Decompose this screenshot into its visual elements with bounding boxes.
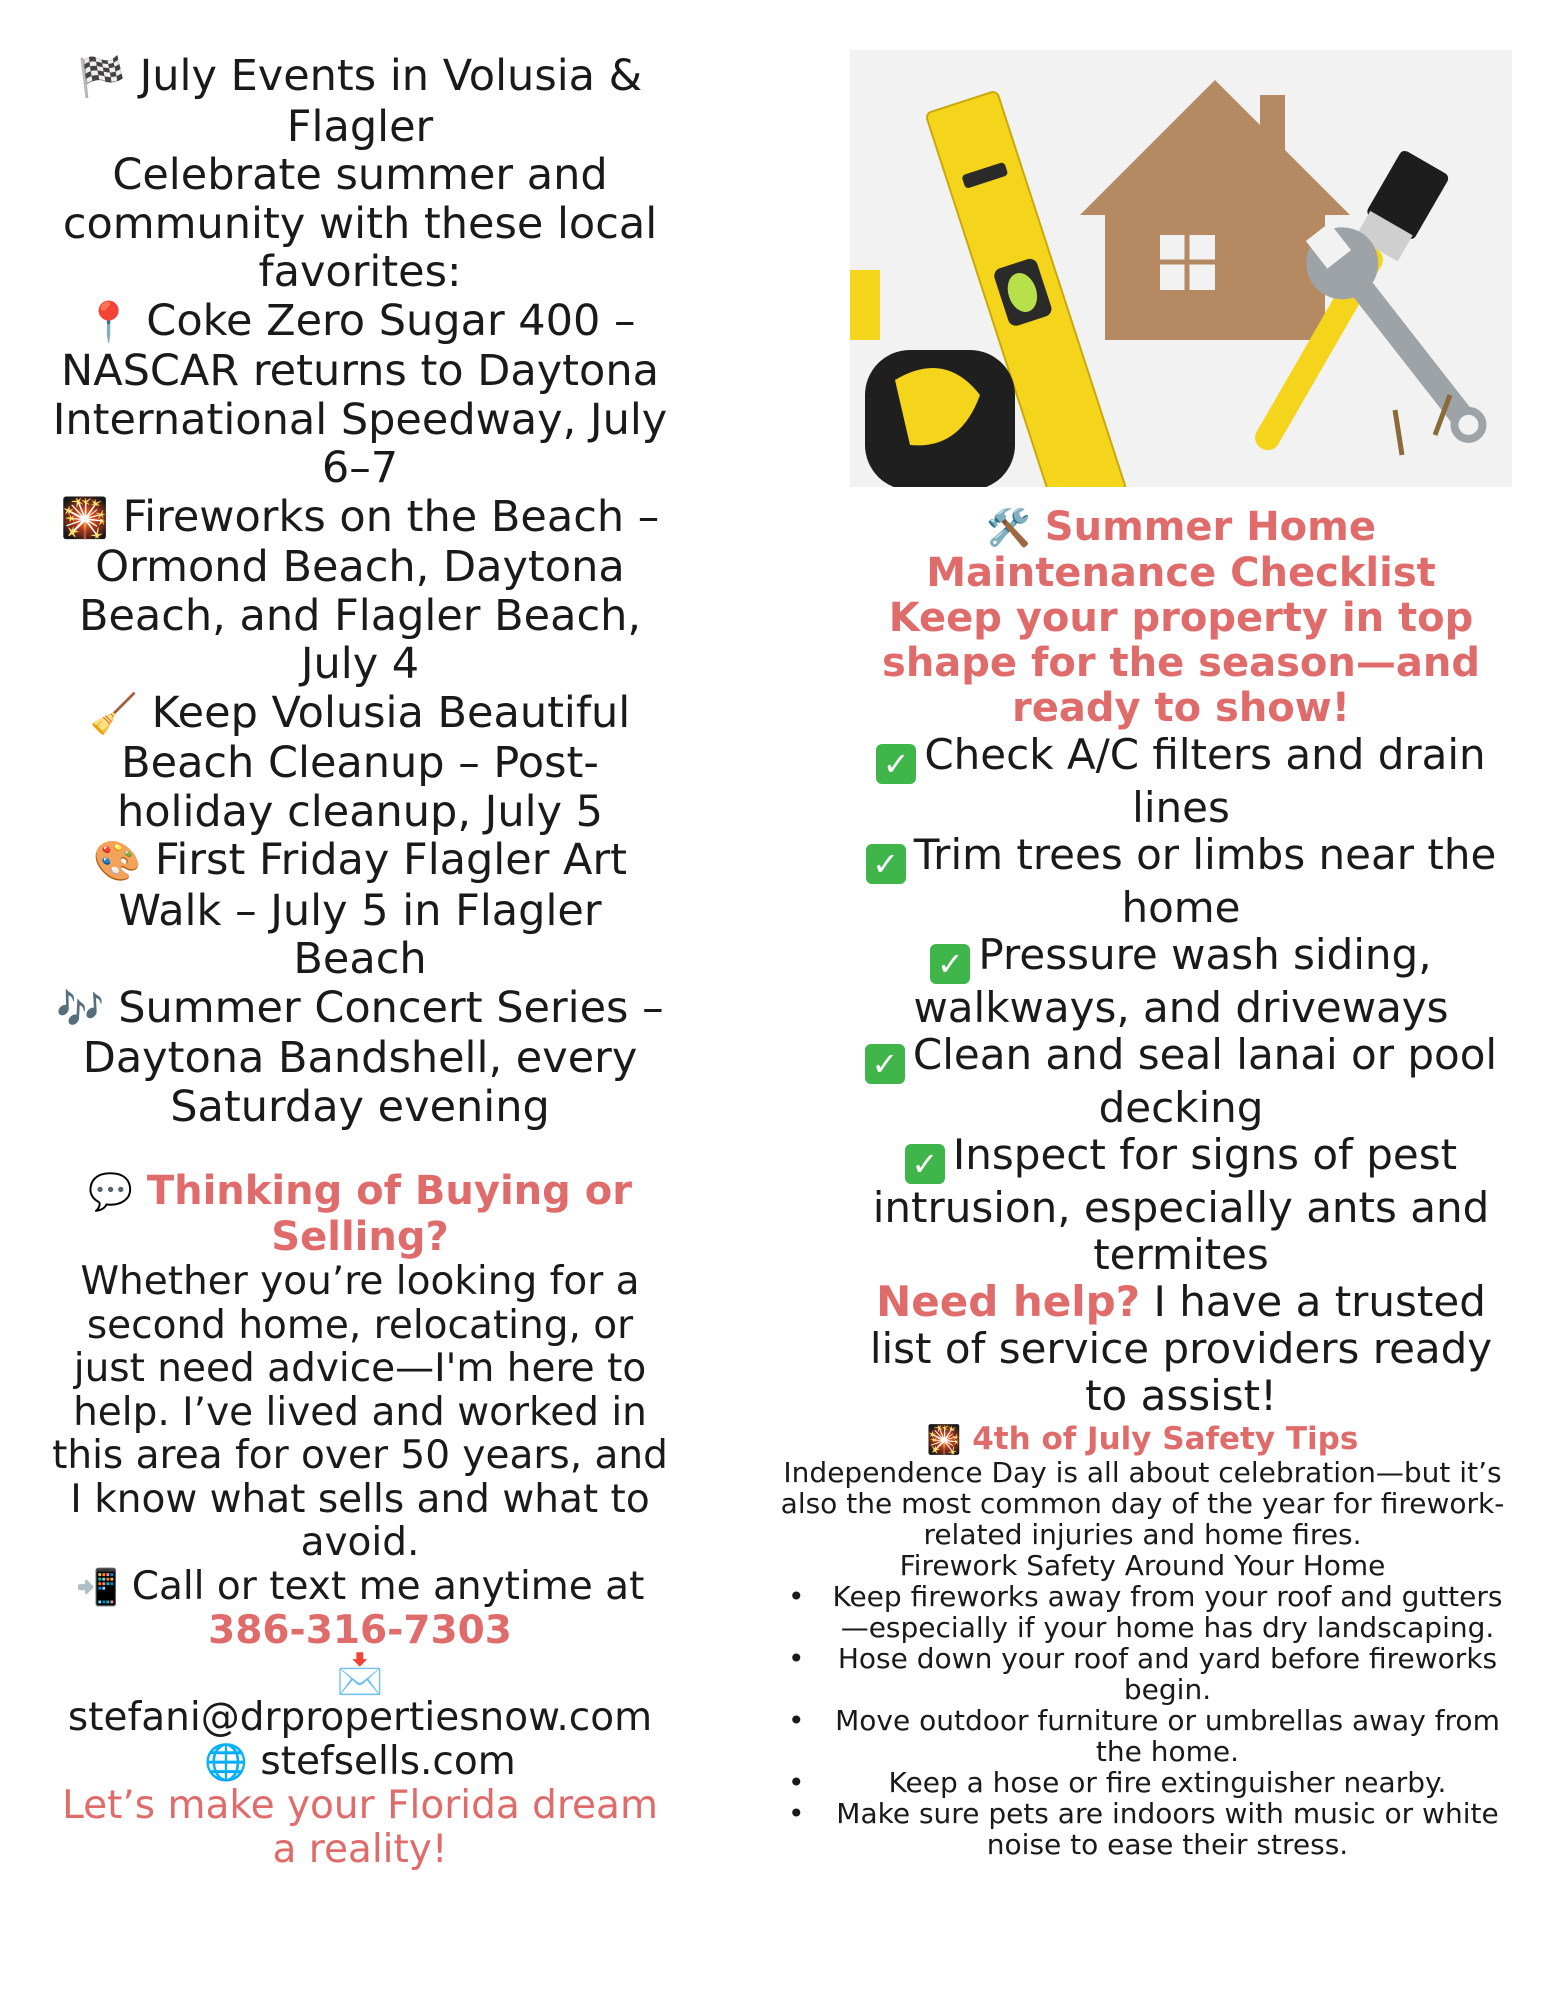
call-line: 📲 Call or text me anytime at: [75, 1563, 645, 1609]
maintenance-heading: 🛠️ Summer Home Maintenance Checklist: [926, 504, 1436, 596]
checklist-item: ✓ Trim trees or limbs near the home: [850, 831, 1512, 931]
safety-heading: 🎇 4th of July Safety Tips: [926, 1421, 1359, 1457]
mobile-phone-icon: 📲: [75, 1566, 120, 1608]
safety-tip-list: [780, 1581, 1505, 1860]
check-mark-icon: ✓: [930, 944, 970, 984]
website-link[interactable]: stefsells.com: [260, 1738, 516, 1784]
left-column: [50, 52, 670, 1871]
checkered-flag-icon: 🏁: [77, 55, 126, 100]
check-mark-icon: ✓: [865, 1044, 905, 1084]
event-item: 🎶 Summer Concert Series – Daytona Bandshell, every Saturday evening: [56, 982, 664, 1132]
check-mark-icon: ✓: [905, 1144, 945, 1184]
checklist-item: ✓ Pressure wash siding, walkways, and driveways: [913, 930, 1449, 1032]
sparkle-icon: 🎇: [926, 1423, 962, 1456]
buying-body: Whether you’re looking for a second home, relocating, or just need advice—I'm here to help. I’ve lived and worked in this area for over 50 years, and I know what sells and what to avoid.: [52, 1259, 668, 1565]
tools-icon: 🛠️: [986, 508, 1031, 549]
bullet-icon: •: [788, 1797, 805, 1830]
list-item: • Keep fireworks away from your roof and gutters—especially if your home has dry landscaping.: [788, 1580, 1503, 1644]
list-item: • Hose down your roof and yard before fireworks begin.: [788, 1642, 1498, 1706]
events-section: [50, 52, 670, 1131]
events-intro: Celebrate summer and community with these local favorites:: [62, 150, 658, 297]
sparkle-icon: 🎇: [60, 495, 109, 541]
event-item: 🎇 Fireworks on the Beach – Ormond Beach, Daytona Beach, and Flagler Beach, July 4: [60, 491, 660, 689]
email-link[interactable]: stefani@drpropertiesnow.com: [67, 1695, 653, 1740]
checklist-item: ✓ Inspect for signs of pest intrusion, especially ants and termites: [872, 1130, 1490, 1279]
check-mark-icon: ✓: [866, 844, 906, 884]
help-line: Need help? I have a trusted list of service providers ready to assist!: [869, 1277, 1493, 1420]
bullet-icon: •: [788, 1766, 805, 1799]
bullet-icon: •: [788, 1642, 805, 1675]
pin-icon: 📍: [84, 299, 133, 345]
website-line: [50, 1740, 670, 1785]
list-item: • Keep a hose or fire extinguisher nearby.: [788, 1766, 1447, 1799]
buying-heading: 💬 Thinking of Buying or Selling?: [88, 1168, 632, 1260]
broom-icon: 🧹: [89, 691, 138, 737]
tools-image: [850, 50, 1512, 487]
maintenance-subheading: Keep your property in top shape for the season—and ready to show!: [882, 595, 1480, 731]
events-title: 🏁 July Events in Volusia & Flagler: [77, 51, 643, 152]
check-mark-icon: ✓: [876, 744, 916, 784]
bullet-icon: •: [788, 1580, 805, 1613]
bullet-icon: •: [788, 1704, 805, 1737]
safety-section: [780, 1422, 1505, 1860]
tagline: Let’s make your Florida dream a reality!: [62, 1783, 658, 1872]
checklist-item: ✓ Clean and seal lanai or pool decking: [850, 1031, 1512, 1131]
phone-number[interactable]: 386-316-7303: [208, 1608, 512, 1653]
event-item: 📍 Coke Zero Sugar 400 – NASCAR returns to Daytona International Speedway, July 6–7: [52, 295, 668, 493]
maintenance-section: [850, 505, 1512, 1419]
event-item: 🎨 First Friday Flagler Art Walk – July 5 in Flagler Beach: [92, 835, 628, 984]
palette-icon: 🎨: [92, 839, 142, 884]
speech-bubble-icon: 💬: [88, 1172, 133, 1213]
event-item: 🧹 Keep Volusia Beautiful Beach Cleanup – Post-holiday cleanup, July 5: [89, 687, 631, 837]
envelope-icon: 📩: [335, 1651, 385, 1697]
checklist-item: ✓ Check A/C filters and drain lines: [850, 731, 1512, 831]
safety-intro: Independence Day is all about celebration—but it’s also the most common day of the year for firework-related injuries and home fires.: [780, 1456, 1505, 1551]
safety-subheading: Firework Safety Around Your Home: [899, 1549, 1386, 1582]
list-item: • Move outdoor furniture or umbrellas away from the home.: [788, 1704, 1500, 1768]
music-notes-icon: 🎶: [56, 986, 105, 1032]
tools-illustration: [850, 50, 1512, 487]
globe-icon: 🌐: [204, 1741, 248, 1783]
list-item: • Make sure pets are indoors with music or white noise to ease their stress.: [788, 1797, 1499, 1861]
